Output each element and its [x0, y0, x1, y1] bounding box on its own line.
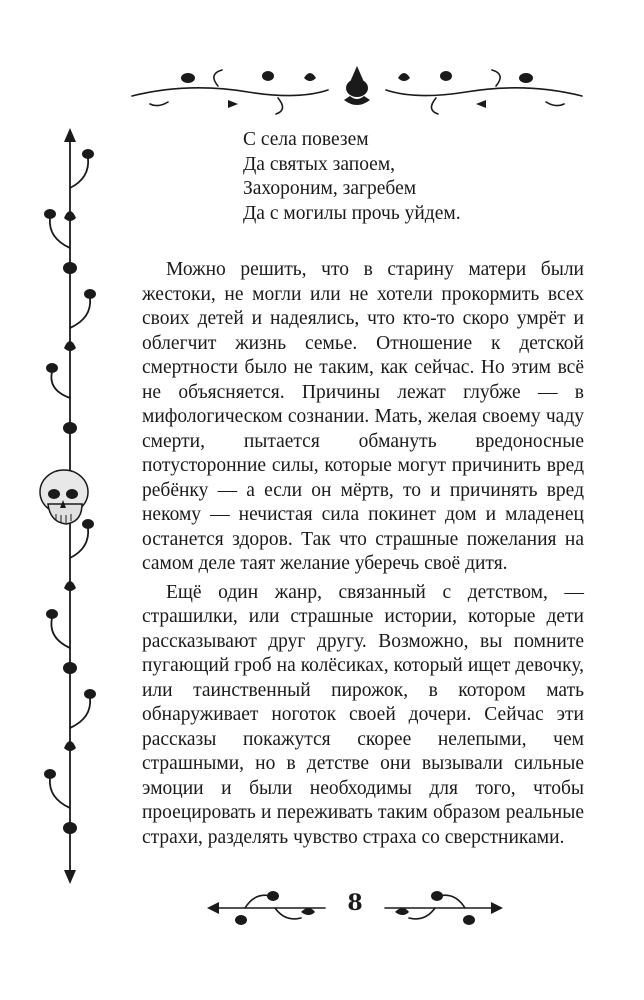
poem-line: Захороним, загребем — [243, 178, 417, 199]
poem-stanza — [243, 128, 563, 226]
paragraph: Можно решить, что в старину матери были жестоки, не могли или не хотели прокормить всех своих детей и надеялись, что кто-то скоро умрёт и облегчит жизнь семье. Отношение к детской смертности было не таким, как сейчас. Но этим всё не объясняется. Причины лежат глубже — в мифологическом сознании. Мать, желая своему чаду смерти, пытается обмануть вредоносные потусторонние силы, которые могут причинить вред ребёнку — а если он мёртв, то и причинять вред некому — нечистая сила покинет дом и младенец останется здоров. Так что страшные пожелания на самом деле таят желание уберечь своё дитя. — [142, 259, 584, 574]
side-thistle-vine-with-skull — [30, 128, 110, 884]
skull-icon — [40, 470, 88, 524]
bottom-right-arrow-ornament — [380, 882, 505, 932]
page-number: 8 — [347, 890, 363, 916]
paragraph: Ещё один жанр, связанный с детством, — страшилки, или страшные истории, которые дети рассказывают друг другу. Возможно, вы помните пугающий гроб на колёсиках, который ищет девочку, или таинственный пирожок, в котором мать обнаруживает ноготок своей дочери. Сейчас эти рассказы покажутся скорее нелепыми, чем страшными, но в детстве они вызывали сильные эмоции и были необходимы для того, чтобы проецировать и переживать таким образом реальные страхи, разделять чувство страха со сверстниками. — [142, 581, 584, 848]
poem-line: С села повезем — [243, 129, 369, 150]
top-thistle-ornament — [128, 52, 586, 122]
poem-line: Да святых запоем, — [243, 153, 396, 175]
body-text — [142, 258, 584, 850]
poem-line: Да с могилы прочь уйдем. — [243, 202, 461, 224]
bottom-left-arrow-ornament — [205, 882, 330, 932]
